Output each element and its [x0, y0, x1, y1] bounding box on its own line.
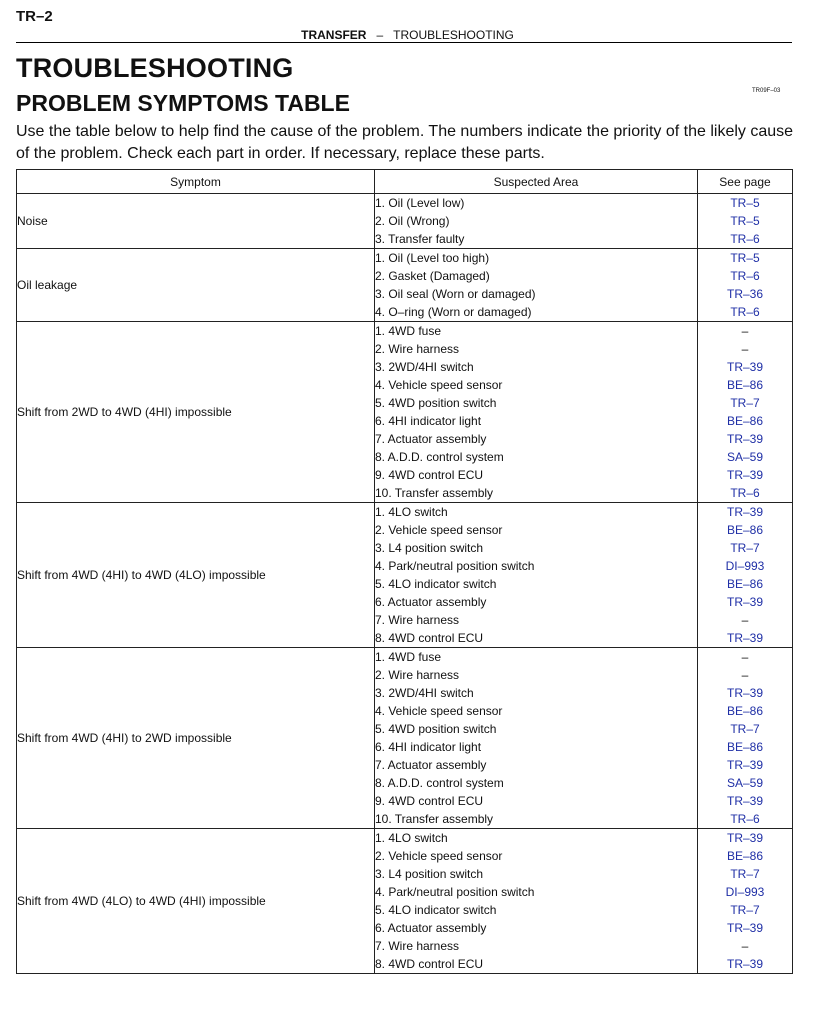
- suspected-area-item: 3. 2WD/4HI switch: [375, 360, 474, 374]
- suspected-area-item: 1. Oil (Level low): [375, 196, 465, 210]
- header-subsection: TROUBLESHOOTING: [393, 28, 514, 42]
- table-body: [17, 194, 793, 974]
- suspected-area-item: 6. Actuator assembly: [375, 595, 487, 609]
- table-header-row: [17, 170, 793, 194]
- suspected-area-item: 3. L4 position switch: [375, 867, 484, 881]
- running-header: [0, 28, 815, 42]
- page-reference-link[interactable]: TR–5: [730, 214, 760, 228]
- suspected-area-item: 1. Oil (Level too high): [375, 251, 490, 265]
- section-title: PROBLEM SYMPTOMS TABLE: [16, 90, 350, 116]
- header-rule: [16, 42, 792, 43]
- header-symptom: Symptom: [17, 170, 375, 194]
- suspected-area-item: 5. 4LO indicator switch: [375, 577, 497, 591]
- page-reference-link[interactable]: TR–6: [730, 812, 760, 826]
- suspected-area-item: 3. Transfer faulty: [375, 232, 465, 246]
- page-reference-link[interactable]: TR–5: [730, 251, 760, 265]
- header-see-page: See page: [698, 170, 793, 194]
- suspected-area-item: 7. Actuator assembly: [375, 432, 487, 446]
- page-reference-link[interactable]: TR–6: [730, 305, 760, 319]
- page-reference-link[interactable]: TR–39: [726, 794, 764, 808]
- page-reference-link[interactable]: TR–39: [726, 360, 764, 374]
- header-suspected-area: Suspected Area: [375, 170, 698, 194]
- see-page-cell: [698, 829, 793, 974]
- page-reference-link[interactable]: TR–7: [730, 541, 760, 555]
- suspected-area-item: 4. Park/neutral position switch: [375, 885, 535, 899]
- suspected-area-item: 2. Wire harness: [375, 668, 460, 682]
- suspected-area-item: 2. Vehicle speed sensor: [375, 523, 503, 537]
- page-title: TROUBLESHOOTING: [16, 53, 294, 83]
- page-reference-link[interactable]: TR–39: [726, 432, 764, 446]
- page-reference-link[interactable]: TR–39: [726, 595, 764, 609]
- problem-symptoms-table: [16, 169, 793, 974]
- page-number: TR–2: [16, 8, 53, 25]
- page-reference-link[interactable]: TR–39: [726, 631, 764, 645]
- suspected-area-item: 2. Oil (Wrong): [375, 214, 450, 228]
- page-reference-none: –: [741, 324, 749, 338]
- page-reference-none: –: [741, 650, 749, 664]
- suspected-area-item: 3. L4 position switch: [375, 541, 484, 555]
- page-reference-link[interactable]: TR–6: [730, 232, 760, 246]
- suspected-area-cell: [375, 322, 698, 503]
- suspected-area-cell: [375, 503, 698, 648]
- page-reference-link[interactable]: TR–39: [726, 921, 764, 935]
- table-row: [17, 322, 793, 503]
- see-page-cell: [698, 249, 793, 322]
- page-reference-link[interactable]: DI–993: [725, 559, 765, 573]
- suspected-area-item: 3. Oil seal (Worn or damaged): [375, 287, 536, 301]
- page-reference-link[interactable]: SA–59: [726, 776, 764, 790]
- suspected-area-item: 1. 4WD fuse: [375, 650, 442, 664]
- suspected-area-cell: [375, 249, 698, 322]
- suspected-area-item: 1. 4LO switch: [375, 505, 448, 519]
- header-section: TRANSFER: [301, 28, 367, 42]
- suspected-area-item: 1. 4LO switch: [375, 831, 448, 845]
- page-reference-link[interactable]: BE–86: [726, 577, 764, 591]
- suspected-area-item: 6. Actuator assembly: [375, 921, 487, 935]
- suspected-area-item: 2. Vehicle speed sensor: [375, 849, 503, 863]
- page-reference-link[interactable]: BE–86: [726, 704, 764, 718]
- suspected-area-item: 4. O–ring (Worn or damaged): [375, 305, 532, 319]
- table-row: [17, 503, 793, 648]
- page-reference-link[interactable]: TR–39: [726, 505, 764, 519]
- page-reference-link[interactable]: TR–39: [726, 686, 764, 700]
- page-reference-link[interactable]: BE–86: [726, 849, 764, 863]
- page-reference-link[interactable]: BE–86: [726, 740, 764, 754]
- suspected-area-cell: [375, 829, 698, 974]
- suspected-area-item: 2. Wire harness: [375, 342, 460, 356]
- page-reference-link[interactable]: TR–5: [730, 196, 760, 210]
- page-reference-link[interactable]: TR–7: [730, 903, 760, 917]
- symptom-cell: Oil leakage: [17, 249, 375, 322]
- see-page-cell: [698, 503, 793, 648]
- suspected-area-item: 4. Park/neutral position switch: [375, 559, 535, 573]
- page-reference-link[interactable]: TR–36: [726, 287, 764, 301]
- page-reference-link[interactable]: TR–39: [726, 831, 764, 845]
- page-reference-link[interactable]: SA–59: [726, 450, 764, 464]
- suspected-area-item: 8. 4WD control ECU: [375, 631, 484, 645]
- page-reference-link[interactable]: TR–7: [730, 867, 760, 881]
- suspected-area-item: 6. 4HI indicator light: [375, 740, 482, 754]
- suspected-area-item: 5. 4WD position switch: [375, 722, 497, 736]
- suspected-area-item: 10. Transfer assembly: [375, 812, 494, 826]
- page-reference-link[interactable]: TR–39: [726, 468, 764, 482]
- symptom-cell: Shift from 2WD to 4WD (4HI) impossible: [17, 322, 375, 503]
- symptom-cell: Shift from 4WD (4HI) to 2WD impossible: [17, 648, 375, 829]
- header-separator: –: [376, 28, 384, 42]
- suspected-area-cell: [375, 648, 698, 829]
- symptom-cell: Shift from 4WD (4HI) to 4WD (4LO) impossible: [17, 503, 375, 648]
- suspected-area-item: 8. A.D.D. control system: [375, 776, 504, 790]
- suspected-area-item: 4. Vehicle speed sensor: [375, 378, 503, 392]
- page-reference-none: –: [741, 342, 749, 356]
- see-page-cell: [698, 322, 793, 503]
- intro-paragraph: Use the table below to help find the cause of the problem. The numbers indicate the priority of the likely cause of the problem. Check each part in order. If necessary, replace these parts.: [16, 123, 794, 162]
- page-reference-link[interactable]: BE–86: [726, 378, 764, 392]
- table-row: [17, 648, 793, 829]
- symptom-cell: Noise: [17, 194, 375, 249]
- suspected-area-cell: [375, 194, 698, 249]
- symptom-cell: Shift from 4WD (4LO) to 4WD (4HI) impossible: [17, 829, 375, 974]
- suspected-area-item: 7. Wire harness: [375, 613, 460, 627]
- page-reference-link[interactable]: TR–6: [730, 269, 760, 283]
- see-page-cell: [698, 648, 793, 829]
- suspected-area-item: 4. Vehicle speed sensor: [375, 704, 503, 718]
- suspected-area-item: 5. 4WD position switch: [375, 396, 497, 410]
- page-reference-link[interactable]: TR–39: [726, 758, 764, 772]
- table-row: [17, 249, 793, 322]
- page-reference-link[interactable]: TR–7: [730, 722, 760, 736]
- page-reference-link[interactable]: TR–7: [730, 396, 760, 410]
- suspected-area-item: 1. 4WD fuse: [375, 324, 442, 338]
- page-reference-link[interactable]: TR–6: [730, 486, 760, 500]
- suspected-area-item: 2. Gasket (Damaged): [375, 269, 490, 283]
- suspected-area-item: 10. Transfer assembly: [375, 486, 494, 500]
- page-reference-none: –: [741, 939, 749, 953]
- table-row: [17, 829, 793, 974]
- suspected-area-item: 8. 4WD control ECU: [375, 957, 484, 971]
- suspected-area-item: 7. Actuator assembly: [375, 758, 487, 772]
- suspected-area-item: 3. 2WD/4HI switch: [375, 686, 474, 700]
- page-reference-none: –: [741, 613, 749, 627]
- suspected-area-item: 7. Wire harness: [375, 939, 460, 953]
- see-page-cell: [698, 194, 793, 249]
- page-reference-link[interactable]: BE–86: [726, 414, 764, 428]
- page-reference-link[interactable]: BE–86: [726, 523, 764, 537]
- suspected-area-item: 8. A.D.D. control system: [375, 450, 504, 464]
- page-reference-link[interactable]: TR–39: [726, 957, 764, 971]
- suspected-area-item: 6. 4HI indicator light: [375, 414, 482, 428]
- suspected-area-item: 5. 4LO indicator switch: [375, 903, 497, 917]
- suspected-area-item: 9. 4WD control ECU: [375, 468, 484, 482]
- page-reference-link[interactable]: DI–993: [725, 885, 765, 899]
- table-row: [17, 194, 793, 249]
- doc-code: TR09F–03: [752, 88, 781, 94]
- suspected-area-item: 9. 4WD control ECU: [375, 794, 484, 808]
- page-reference-none: –: [741, 668, 749, 682]
